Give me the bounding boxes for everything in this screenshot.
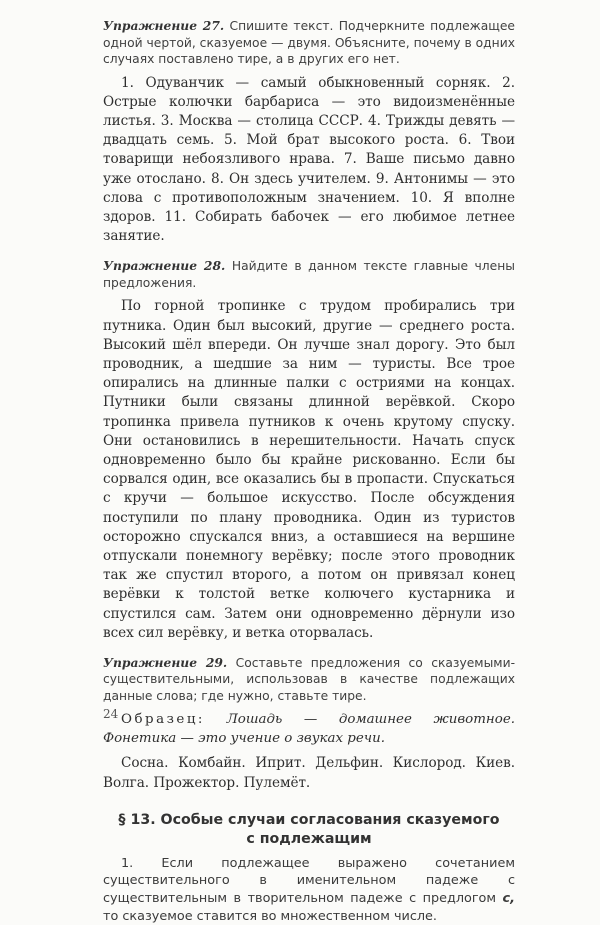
sample-label: Образец: [121, 712, 205, 728]
exercise-27-text: 1. Одуванчик — самый обыкновенный сорняк. 2. Острые колючки барбариса — это видоизменённые листья. 3. Москва — столица СССР. 4. Трижды девять — двадцать семь. 5. Мой брат высокого роста. 6. Твои товарищи небоязливого нрава. 7. Ваше письмо давно уже отослано. 8. Он здесь учителем. 9. Антонимы — это слова с противоположным значением. 10. Я вполне здоров. 11. Собирать бабочек — его любимое летнее занятие. [103, 74, 515, 245]
section-rule-1 [103, 855, 515, 925]
exercise-29-task [103, 655, 515, 705]
section-title-line-1: § 13. Особые случаи согласования сказуемого [118, 811, 500, 828]
exercise-28-task [103, 258, 515, 291]
exercise-29-words: Сосна. Комбайн. Иприт. Дельфин. Кислород. Киев. Волга. Прожектор. Пулемёт. [103, 755, 515, 791]
exercise-28-text: По горной тропинке с трудом пробирались три путника. Один был высокий, другие — среднего роста. Высокий шёл впереди. Он лучше знал дорогу. Это был проводник, а шедшие за ним — туристы. Все трое опирались на длинные палки с остриями на концах. Путники были связаны длинной верёвкой. Скоро тропинка привела путников к очень крутому спуску. Они остановились в нерешительности. Начать спуск одновременно было бы крайне рискованно. Если бы сорвался один, все оказались бы в пропасти. Спускаться с кручи — большое искусство. После обсуждения поступили по плану проводника. Один из туристов осторожно спускался вниз, а оставшиеся на вершине отпускали понемногу верёвку; после этого проводник так же спустил второго, а потом он привязал конец верёвки к толстой ветке колючего кустарника и спустился сам. Затем они одновременно дёрнули изо всех сил верёвку, и ветка оторвалась. [103, 298, 515, 641]
rule-preposition: с, [502, 891, 515, 907]
rule-text-part-2: то сказуемое ставится во множественном числе. [103, 908, 437, 924]
page-number: 24 [103, 707, 119, 721]
exercise-28-title: Упражнение 28. [103, 258, 226, 274]
exercise-28-instruction: Найдите в данном тексте главные члены предложения. [103, 259, 515, 290]
exercise-27-task [103, 18, 515, 68]
exercise-27-instruction: Спишите текст. Подчеркните подлежащее одной чертой, сказуемое — двумя. Объясните, почему в одних случаях поставлено тире, а в других его нет. [103, 19, 515, 66]
exercise-29-instruction: Составьте предложения со сказуемыми-существительными, использовав в качестве подлежащих данные слова; где нужно, ставьте тире. [103, 655, 516, 703]
section-title-line-2: с подлежащим [246, 830, 372, 847]
rule-text-part-1: 1. Если подлежащее выражено сочетанием существительного в именительном падеже с существительным в творительном падеже с предлогом [103, 855, 515, 907]
exercise-27-title: Упражнение 27. [103, 18, 225, 33]
page-content [103, 18, 515, 925]
section-title [103, 811, 515, 849]
sample-text: Лошадь — домашнее животное. Фонетика — это учение о звуках речи. [103, 712, 515, 747]
exercise-29-title: Упражнение 29. [103, 654, 228, 670]
exercise-29-sample [103, 710, 515, 748]
